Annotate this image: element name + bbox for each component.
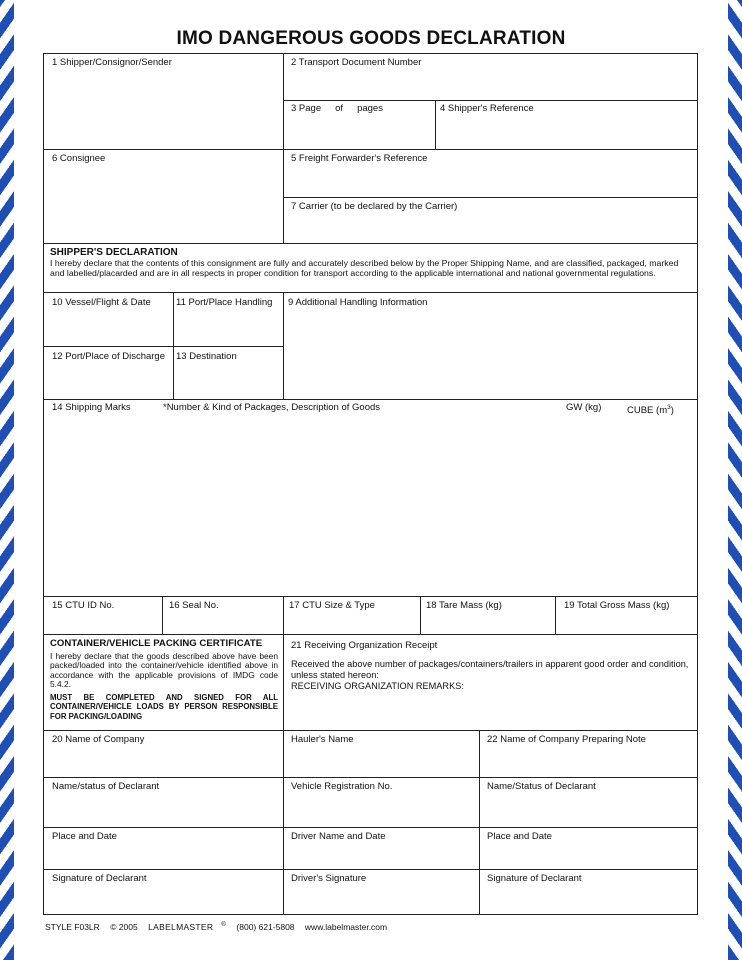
divider xyxy=(43,243,698,244)
left-border-stripe xyxy=(0,0,14,960)
divider xyxy=(43,346,283,347)
tare-mass-label: 18 Tare Mass (kg) xyxy=(426,600,502,611)
divider xyxy=(283,197,698,198)
vessel-flight-date-label: 10 Vessel/Flight & Date xyxy=(52,297,151,308)
divider xyxy=(283,53,284,243)
brand-mark: ® xyxy=(221,922,227,929)
gross-weight-label: GW (kg) xyxy=(566,402,602,413)
declarant-place-date-label: Place and Date xyxy=(52,831,117,842)
transport-document-number-label: 2 Transport Document Number xyxy=(291,57,422,68)
shippers-reference-label: 4 Shipper's Reference xyxy=(440,103,534,114)
carrier-label: 7 Carrier (to be declared by the Carrier) xyxy=(291,201,458,212)
brand-name: LABELMASTER xyxy=(148,922,214,932)
divider xyxy=(173,292,174,399)
page-of-label: of xyxy=(335,103,344,114)
shipper-field-label: 1 Shipper/Consignor/Sender xyxy=(52,57,172,68)
goods-description-label: *Number & Kind of Packages, Description of Goods xyxy=(163,402,381,413)
shippers-declaration-heading: SHIPPER'S DECLARATION xyxy=(50,247,178,258)
website: www.labelmaster.com xyxy=(304,922,388,932)
haulers-name-label: Hauler's Name xyxy=(291,734,354,745)
port-place-handling-label: 11 Port/Place Handling xyxy=(176,297,273,308)
packing-certificate-notice: MUST BE COMPLETED AND SIGNED FOR ALL CONTAINER/VEHICLE LOADS BY PERSON RESPONSIBLE FOR PACKING/LOADING xyxy=(50,693,278,721)
divider xyxy=(420,596,421,634)
company-preparing-note-label: 22 Name of Company Preparing Note xyxy=(487,734,646,745)
divider xyxy=(43,149,698,150)
destination-label: 13 Destination xyxy=(176,351,237,362)
packing-certificate-text: I hereby declare that the goods described above have been packed/loaded into the container/vehicle identified above in accordance with the applicable provisions of IMDG code 5.4.2. xyxy=(50,651,278,690)
freight-forwarder-reference-label: 5 Freight Forwarder's Reference xyxy=(291,153,428,164)
receipt-text: Received the above number of packages/containers/trailers in apparent good order and condition, unless stated hereon: xyxy=(291,659,689,680)
phone-number: (800) 621-5808 xyxy=(236,922,295,932)
pages-label: pages xyxy=(357,103,383,114)
right-border-stripe xyxy=(728,0,742,960)
total-gross-mass-label: 19 Total Gross Mass (kg) xyxy=(564,600,670,611)
packing-certificate-heading: CONTAINER/VEHICLE PACKING CERTIFICATE xyxy=(50,638,263,649)
vehicle-registration-label: Vehicle Registration No. xyxy=(291,781,393,792)
divider xyxy=(43,730,698,731)
divider xyxy=(43,399,698,400)
divider xyxy=(479,730,480,915)
preparer-name-status-label: Name/Status of Declarant xyxy=(487,781,596,792)
seal-number-label: 16 Seal No. xyxy=(169,600,219,611)
ctu-id-label: 15 CTU ID No. xyxy=(52,600,115,611)
divider xyxy=(43,827,698,828)
additional-handling-label: 9 Additional Handling Information xyxy=(288,297,428,308)
labelmaster-logo xyxy=(148,922,226,932)
page-label xyxy=(291,103,383,114)
divider xyxy=(43,596,698,597)
divider xyxy=(283,100,698,101)
shipping-marks-label: 14 Shipping Marks xyxy=(52,402,131,413)
divider xyxy=(435,100,436,149)
shippers-declaration-text: I hereby declare that the contents of this consignment are fully and accurately described below by the Proper Shipping Name, and are classified, packaged, marked and labelled/placarded and are in all respects in proper condition for transport according to the applicable international and national governmental regulations. xyxy=(50,258,679,279)
preparer-place-date-label: Place and Date xyxy=(487,831,552,842)
divider xyxy=(43,634,698,635)
divider xyxy=(162,596,163,634)
receiving-organization-receipt-label: 21 Receiving Organization Receipt xyxy=(291,640,438,651)
port-place-discharge-label: 12 Port/Place of Discharge xyxy=(52,351,166,362)
cube-text: CUBE (m xyxy=(627,405,668,417)
divider xyxy=(283,634,284,915)
page-number-label: 3 Page xyxy=(291,103,322,114)
driver-signature-label: Driver's Signature xyxy=(291,873,367,884)
copyright: © 2005 xyxy=(110,922,138,932)
cube-superscript: 3 xyxy=(667,404,671,411)
receiving-remarks-label: RECEIVING ORGANIZATION REMARKS: xyxy=(291,681,464,691)
driver-name-date-label: Driver Name and Date xyxy=(291,831,386,842)
style-code: STYLE F03LR xyxy=(45,922,100,932)
cube-close: ) xyxy=(670,405,674,417)
ctu-size-type-label: 17 CTU Size & Type xyxy=(289,600,375,611)
form-title: IMO DANGEROUS GOODS DECLARATION xyxy=(176,28,566,49)
divider xyxy=(43,292,698,293)
divider xyxy=(283,596,284,634)
divider xyxy=(43,869,698,870)
divider xyxy=(283,292,284,399)
company-name-label: 20 Name of Company xyxy=(52,734,145,745)
declarant-signature-label: Signature of Declarant xyxy=(52,873,147,884)
divider xyxy=(555,596,556,634)
footer xyxy=(45,922,395,932)
divider xyxy=(43,777,698,778)
preparer-signature-label: Signature of Declarant xyxy=(487,873,582,884)
consignee-label: 6 Consignee xyxy=(52,153,106,164)
cube-label xyxy=(627,402,674,416)
declarant-name-status-label: Name/status of Declarant xyxy=(52,781,160,792)
